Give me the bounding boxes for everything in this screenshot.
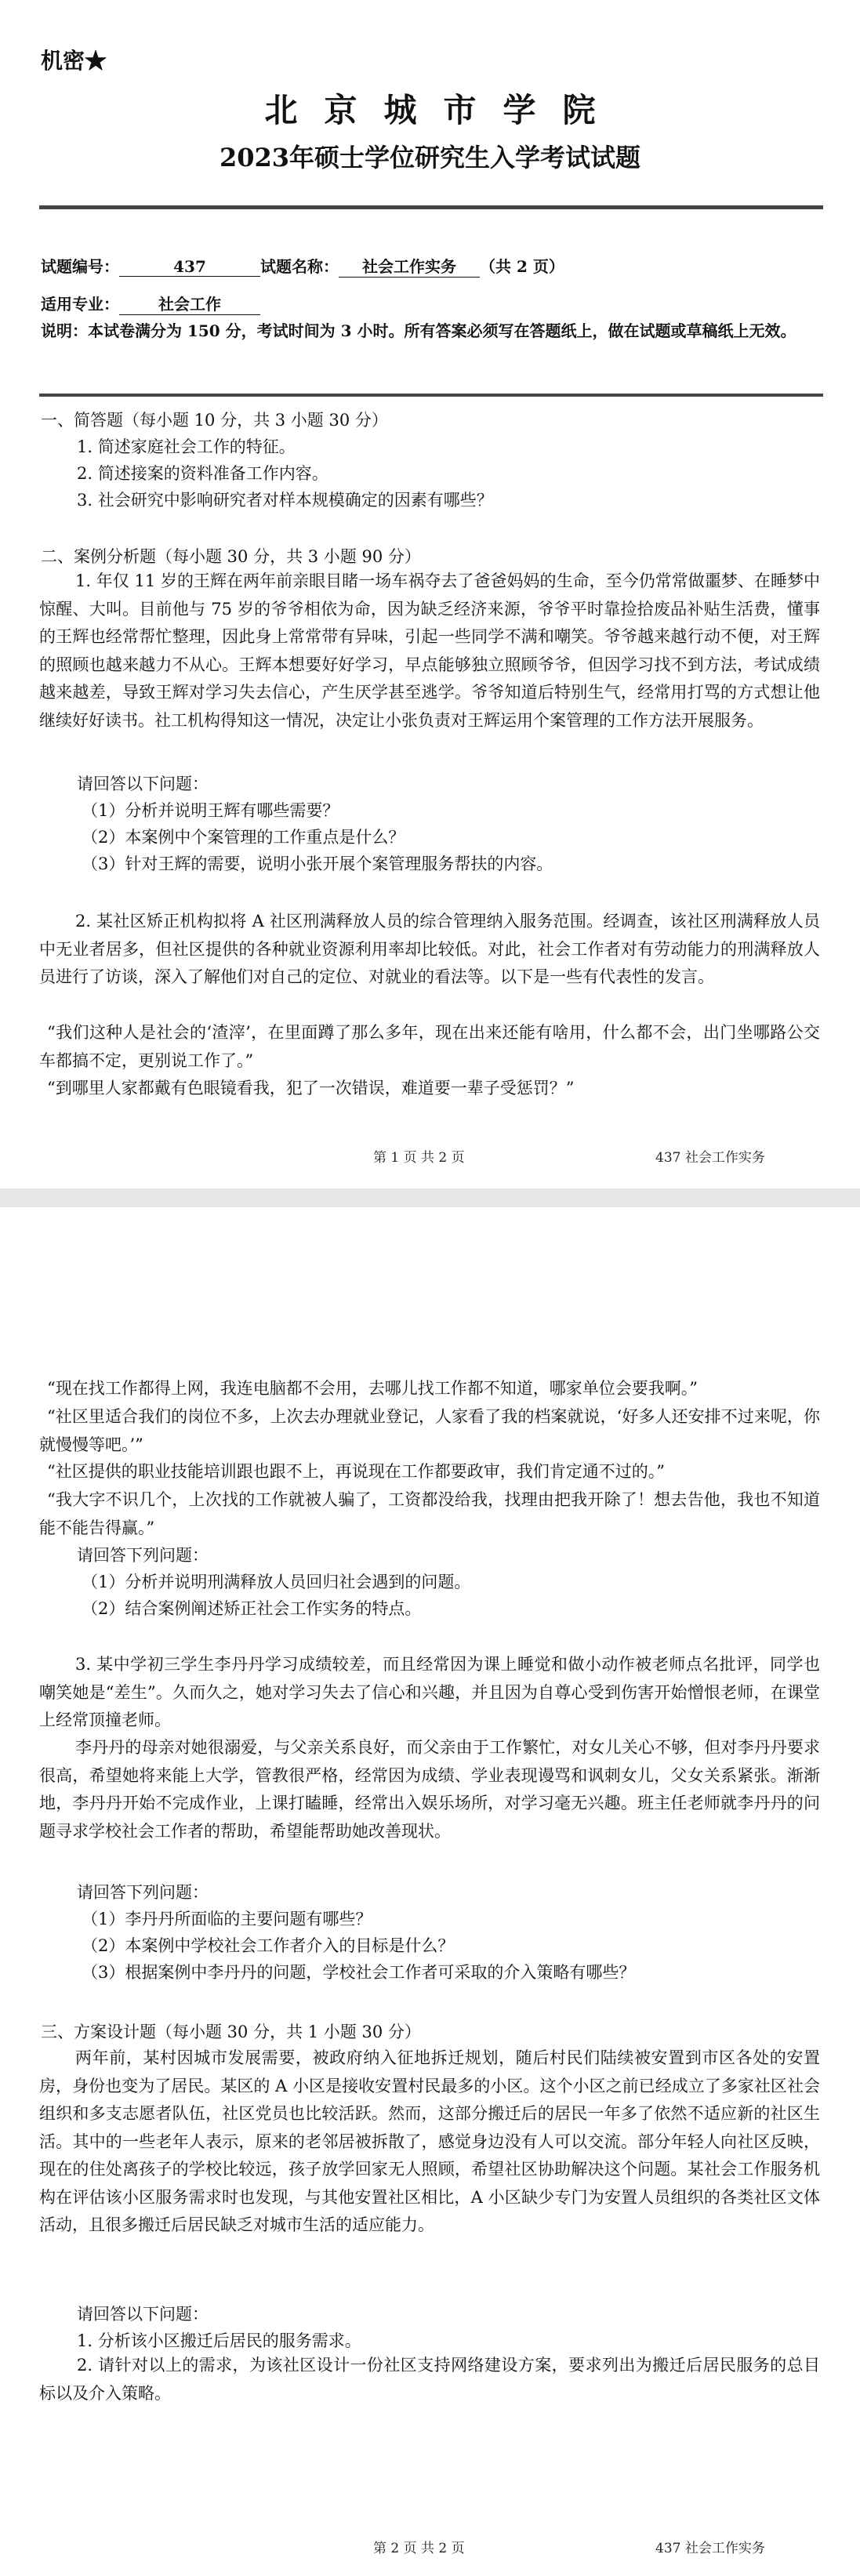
case2-quote: “我们这种人是社会的‘渣滓’，在里面蹲了那么多年，现在出来还能有啥用，什么都不会，出门坐哪路公交车都搞不定，更别说工作了。” [39,1023,820,1070]
case1-subquestion: （3）针对王辉的需要，说明小张开展个案管理服务帮扶的内容。 [82,854,553,873]
school-name: 北京城市学院 [264,91,622,129]
code-value: 437 [119,257,260,277]
major-line [41,292,260,315]
header-divider [39,205,823,209]
case2-prompt: 请回答下列问题： [77,1546,209,1565]
case3-prompt: 请回答下列问题： [77,1883,209,1902]
exam-title: 2023年硕士学位研究生入学考试试题 [219,143,641,172]
case2-subquestion: （1）分析并说明刑满释放人员回归社会遇到的问题。 [82,1573,471,1591]
footer-subject: 437 社会工作实务 [655,1150,765,1166]
name-label: 试题名称： [260,257,339,276]
pages-note: （共 2 页） [480,257,564,276]
exam-page-1 [0,0,860,1188]
section3-prompt: 请回答以下问题： [77,2305,209,2324]
case3-text: 李丹丹的母亲对她很溺爱，与父亲关系良好，而父亲由于工作繁忙，对女儿关心不够，但对李丹丹要求很高，希望她将来能上大学，管教很严格，经常因为成绩、学业表现谩骂和讽刺女儿，父女关系紧张。渐渐地，李丹丹开始不完成作业，上课打瞌睡，经常出入娱乐场所，对学习毫无兴趣。班主任老师就李丹丹的问题寻求学校社会工作者的帮助，希望能帮助她改善现状。 [39,1738,820,1841]
case2-subquestion: （2）结合案例阐述矫正社会工作实务的特点。 [82,1599,422,1618]
major-value: 社会工作 [119,292,260,315]
case2-text: 2. 某社区矫正机构拟将 A 社区刑满释放人员的综合管理纳入服务范围。经调查，该社区刑满释放人员中无业者居多，但社区提供的各种就业资源利用率却比较低。对此，社会工作者对有劳动能力的刑满释放人员进行了访谈，深入了解他们对自己的定位、对就业的看法等。以下是一些有代表性的发言。 [39,912,820,986]
section3-question: 1. 分析该小区搬迁后居民的服务需求。 [77,2331,361,2350]
case2-quote: “我大字不识几个，上次找的工作就被人骗了，工资都没给我，找理由把我开除了！想去告他，我也不知道能不能告得赢。” [39,1490,820,1537]
section1-question: 1. 简述家庭社会工作的特征。 [77,437,296,456]
case3-subquestion: （1）李丹丹所面临的主要问题有哪些？ [82,1910,372,1928]
case3-text: 3. 某中学初三学生李丹丹学习成绩较差，而且经常因为课上睡觉和做小动作被老师点名批评，同学也嘲笑她是“差生”。久而久之，她对学习失去了信心和兴趣，并且因为自尊心受到伤害开始憎恨老师，在课堂上经常顶撞老师。 [39,1655,820,1729]
page-number: 第 2 页 共 2 页 [373,2541,465,2556]
case3-subquestion: （3）根据案例中李丹丹的问题，学校社会工作者可采取的介入策略有哪些？ [82,1963,636,1982]
page-number: 第 1 页 共 2 页 [373,1150,465,1166]
section3-question: 2. 请针对以上的需求，为该社区设计一份社区支持网络建设方案，要求列出为搬迁后居民服务的总目标以及介入策略。 [39,2356,820,2403]
case2-quote: “社区里适合我们的岗位不多，上次去办理就业登记，人家看了我的档案就说，‘好多人还安排不过来呢，你就慢慢等吧。’” [39,1407,820,1454]
section3-scenario: 两年前，某村因城市发展需要，被政府纳入征地拆迁规划，随后村民们陆续被安置到市区各处的安置房，身份也变为了居民。某区的 A 小区是接收安置村民最多的小区。这个小区之前已经成立了多家社区社会组织和多支志愿者队伍，社区党员也比较活跃。然而，这部分搬迁后的居民一年多了依然不适应新的社区生活。其中的一些老年人表示，原来的老邻居被拆散了，感觉身边没有人可以交流。部分年轻人向社区反映，现在的住处离孩子的学校比较远，孩子放学回家无人照顾，希望社区协助解决这个问题。某社会工作服务机构在评估该小区服务需求时也发现，与其他安置社区相比，A 小区缺少专门为安置人员组织的各类社区文体活动，且很多搬迁后居民缺乏对城市生活的适应能力。 [39,2048,820,2234]
instructions-divider [39,394,823,397]
section2-title: 二、案例分析题（每小题 30 分，共 3 小题 90 分） [41,547,421,566]
case1-subquestion: （2）本案例中个案管理的工作重点是什么？ [82,828,405,847]
page-gap [0,1188,860,1207]
section1-title: 一、简答题（每小题 10 分，共 3 小题 30 分） [41,411,388,430]
case1-prompt: 请回答以下问题： [77,775,209,793]
exam-instructions: 说明：本试卷满分为 150 分，考试时间为 3 小时。所有答案必须写在答题纸上，做在试题或草稿纸上无效。 [41,321,796,340]
case3-subquestion: （2）本案例中学校社会工作者介入的目标是什么？ [82,1936,455,1955]
case2-quote: “现在找工作都得上网，我连电脑都不会用，去哪儿找工作都不知道，哪家单位会要我啊。” [47,1379,698,1398]
confidential-mark: 机密★ [41,48,107,74]
major-label: 适用专业： [41,295,119,314]
case1-text: 1. 年仅 11 岁的王辉在两年前亲眼目睹一场车祸夺去了爸爸妈妈的生命，至今仍常常做噩梦、在睡梦中惊醒、大叫。目前他与 75 岁的爷爷相依为命，因为缺乏经济来源，爷爷平时靠捡拾废品补贴生活费，懂事的王辉也经常帮忙整理，因此身上常常带有异味，引起一些同学不满和嘲笑。爷爷越来越行动不便，对王辉的照顾也越来越力不从心。王辉本想要好好学习，早点能够独立照顾爷爷，但因学习找不到方法，考试成绩越来越差，导致王辉对学习失去信心，产生厌学甚至逃学。爷爷知道后特别生气，经常用打骂的方式想让他继续好好读书。社工机构得知这一情况，决定让小张负责对王辉运用个案管理的工作方法开展服务。 [39,571,820,730]
section3-title: 三、方案设计题（每小题 30 分，共 1 小题 30 分） [41,2023,421,2041]
exam-info-line [41,254,564,278]
footer-subject: 437 社会工作实务 [655,2541,765,2556]
case2-quote: “社区提供的职业技能培训跟也跟不上，再说现在工作都要政审，我们肯定通不过的。” [47,1462,665,1481]
case1-subquestion: （1）分析并说明王辉有哪些需要？ [82,801,339,820]
exam-page-2 [0,1207,860,2576]
code-label: 试题编号： [41,257,119,276]
section1-question: 2. 简述接案的资料准备工作内容。 [77,464,328,483]
name-value: 社会工作实务 [339,254,480,278]
case2-quote: “到哪里人家都戴有色眼镜看我，犯了一次错误，难道要一辈子受惩罚？” [47,1079,575,1098]
section1-question: 3. 社会研究中影响研究者对样本规模确定的因素有哪些？ [77,491,493,510]
